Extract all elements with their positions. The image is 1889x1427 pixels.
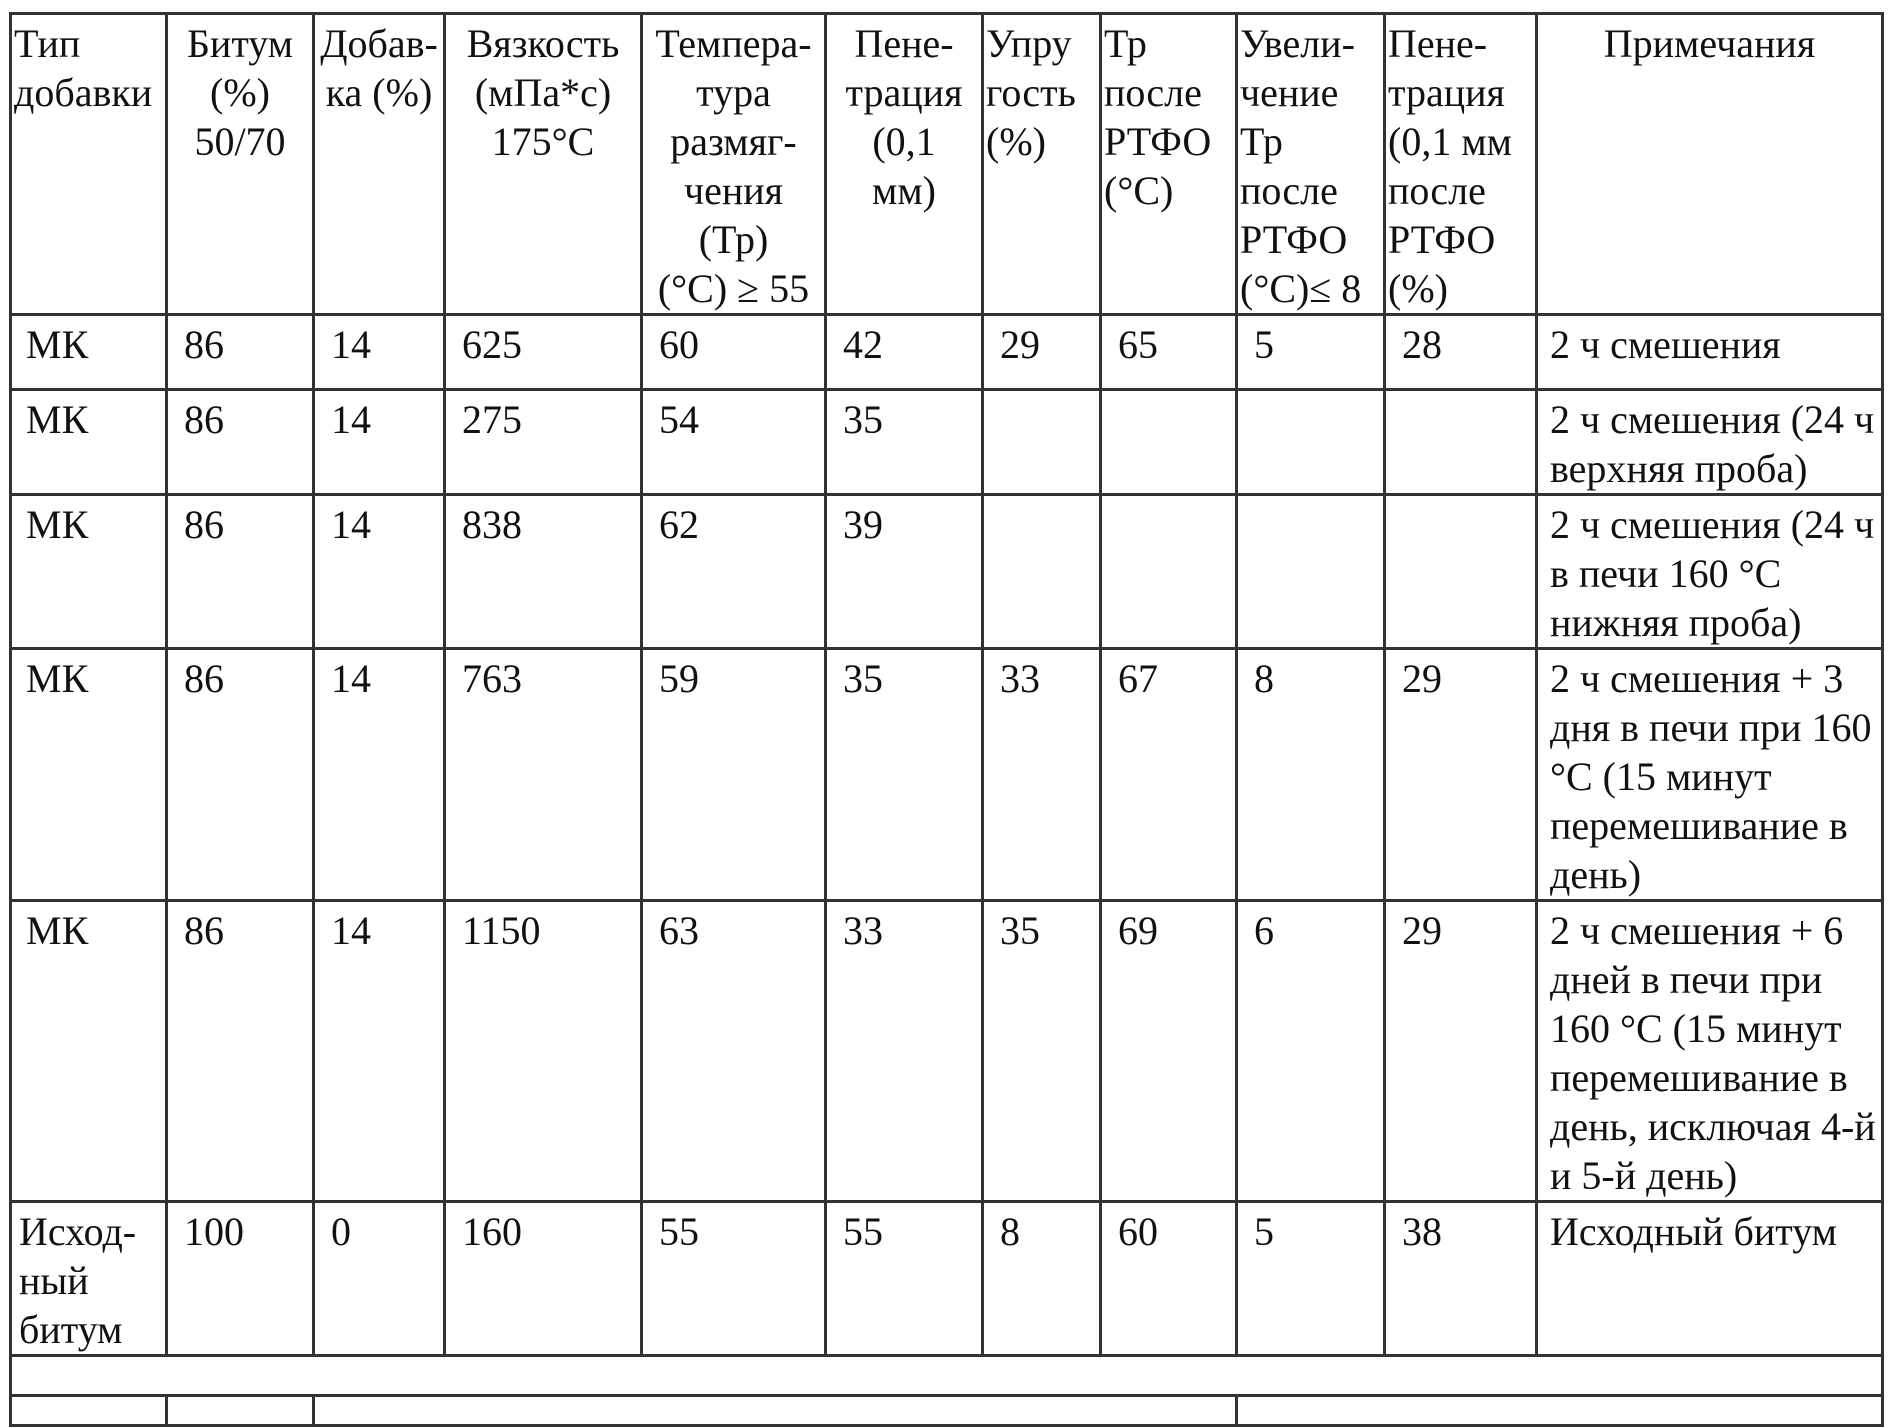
cell-empty [1237,1396,1883,1426]
cell-viscosity: 763 [445,649,642,901]
cell-bitumen-percent: 100 [167,1202,314,1356]
header-penetration: Пене- трация (0,1 мм) [826,14,983,315]
table-header-row [11,14,1883,315]
table-row [11,649,1883,901]
cell-penetration: 39 [826,495,983,649]
bitumen-properties-table [9,12,1884,1427]
cell-elasticity: 35 [983,901,1101,1202]
cell-empty [11,1356,1883,1396]
cell-tr-after-rtfo: 69 [1101,901,1237,1202]
cell-notes: 2 ч смешения (24 ч в печи 160 °С нижняя проба) [1537,495,1883,649]
table-row [11,390,1883,495]
cell-additive-type: МК [11,390,167,495]
cell-penetration-after-rtfo: 38 [1385,1202,1537,1356]
cell-penetration-after-rtfo: 29 [1385,649,1537,901]
cell-softening-temperature: 55 [642,1202,826,1356]
cell-bitumen-percent: 86 [167,649,314,901]
cell-softening-temperature: 63 [642,901,826,1202]
header-tr-increase-after-rtfo: Увели- чение Тр после РТФО (°С)≤ 8 [1237,14,1385,315]
header-tr-after-rtfo: Тр после РТФО (°С) [1101,14,1237,315]
cell-penetration: 55 [826,1202,983,1356]
table-row [11,495,1883,649]
cell-softening-temperature: 62 [642,495,826,649]
cell-softening-temperature: 54 [642,390,826,495]
cell-notes: 2 ч смешения (24 ч верхняя проба) [1537,390,1883,495]
header-viscosity: Вязкость (мПа*с) 175°С [445,14,642,315]
cell-additive-percent: 14 [314,901,445,1202]
header-softening-temperature: Темпера- тура размяг- чения (Тр) (°С) ≥ 55 [642,14,826,315]
table-partial-row [11,1396,1883,1426]
cell-bitumen-percent: 86 [167,315,314,390]
cell-additive-percent: 14 [314,649,445,901]
cell-tr-after-rtfo: 60 [1101,1202,1237,1356]
cell-tr-increase: 5 [1237,315,1385,390]
cell-tr-after-rtfo [1101,495,1237,649]
cell-tr-increase [1237,390,1385,495]
cell-elasticity: 33 [983,649,1101,901]
header-additive-percent: Добав- ка (%) [314,14,445,315]
cell-viscosity: 275 [445,390,642,495]
cell-additive-percent: 14 [314,390,445,495]
cell-additive-type: МК [11,495,167,649]
cell-tr-after-rtfo: 65 [1101,315,1237,390]
header-bitumen-percent: Битум (%) 50/70 [167,14,314,315]
cell-additive-type: МК [11,315,167,390]
cell-elasticity [983,390,1101,495]
cell-additive-percent: 14 [314,315,445,390]
cell-additive-percent: 0 [314,1202,445,1356]
cell-additive-type: МК [11,901,167,1202]
cell-bitumen-percent: 86 [167,901,314,1202]
header-penetration-after-rtfo: Пене- трация (0,1 мм после РТФО (%) [1385,14,1537,315]
cell-penetration: 33 [826,901,983,1202]
table-row [11,901,1883,1202]
cell-penetration: 35 [826,649,983,901]
cell-tr-after-rtfo [1101,390,1237,495]
cell-tr-increase: 6 [1237,901,1385,1202]
cell-bitumen-percent: 86 [167,495,314,649]
cell-penetration-after-rtfo [1385,390,1537,495]
cell-tr-after-rtfo: 67 [1101,649,1237,901]
cell-notes: 2 ч смешения [1537,315,1883,390]
cell-additive-type: Исход-ный битум [11,1202,167,1356]
table-empty-row [11,1356,1883,1396]
cell-empty [167,1396,314,1426]
cell-notes: 2 ч смешения + 6 дней в печи при 160 °С (15 минут перемешивание в день, исключая 4-й и 5-й день) [1537,901,1883,1202]
cell-tr-increase: 8 [1237,649,1385,901]
cell-viscosity: 625 [445,315,642,390]
cell-empty [314,1396,1237,1426]
cell-viscosity: 1150 [445,901,642,1202]
cell-softening-temperature: 60 [642,315,826,390]
cell-elasticity: 29 [983,315,1101,390]
cell-elasticity [983,495,1101,649]
cell-penetration-after-rtfo: 28 [1385,315,1537,390]
cell-tr-increase [1237,495,1385,649]
cell-viscosity: 160 [445,1202,642,1356]
cell-softening-temperature: 59 [642,649,826,901]
cell-penetration-after-rtfo: 29 [1385,901,1537,1202]
cell-notes: Исходный битум [1537,1202,1883,1356]
header-notes: Примечания [1537,14,1883,315]
cell-bitumen-percent: 86 [167,390,314,495]
table-row [11,315,1883,390]
cell-penetration: 35 [826,390,983,495]
header-elasticity: Упру гость (%) [983,14,1101,315]
cell-tr-increase: 5 [1237,1202,1385,1356]
cell-notes: 2 ч смешения + 3 дня в печи при 160 °С (15 минут перемешивание в день) [1537,649,1883,901]
cell-empty [11,1396,167,1426]
cell-viscosity: 838 [445,495,642,649]
cell-penetration-after-rtfo [1385,495,1537,649]
header-additive-type: Тип добавки [11,14,167,315]
cell-elasticity: 8 [983,1202,1101,1356]
cell-additive-percent: 14 [314,495,445,649]
cell-penetration: 42 [826,315,983,390]
table-row [11,1202,1883,1356]
cell-additive-type: МК [11,649,167,901]
